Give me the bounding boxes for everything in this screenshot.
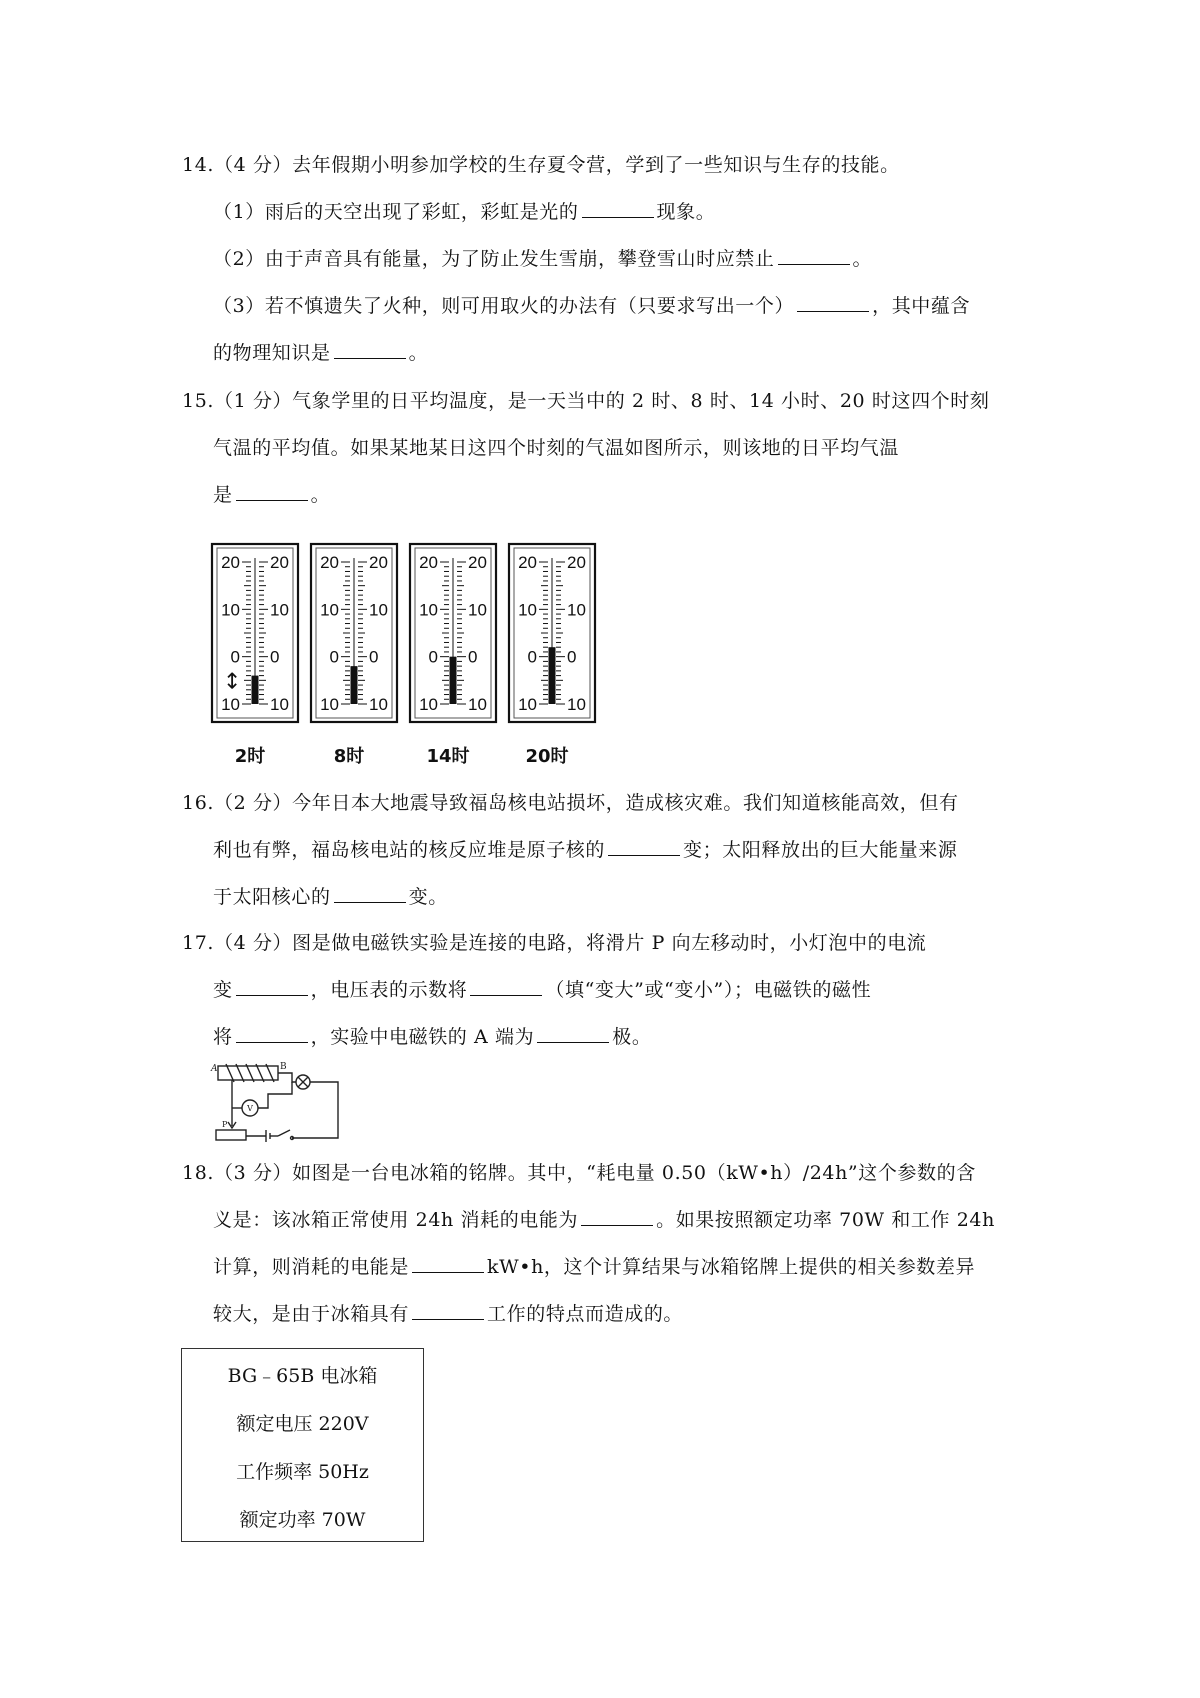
scale-label-left: 10 [221, 695, 240, 714]
question-17-line-2 [182, 967, 1032, 1014]
text: 现象。 [656, 201, 716, 223]
question-17-line-1: 17.（4 分）图是做电磁铁实验是连接的电路，将滑片 P 向左移动时，小灯泡中的电流 [182, 932, 927, 954]
question-14-part-1 [182, 189, 1032, 236]
thermometers-figure [210, 536, 630, 766]
answer-blank[interactable] [797, 293, 869, 312]
text: ，其中蕴含 [872, 295, 971, 317]
nameplate-model: BG﹣65B 电冰箱 [227, 1365, 378, 1387]
scale-label-right: 20 [567, 553, 586, 572]
text: 。 [852, 248, 873, 270]
text: 变。 [408, 886, 448, 908]
scale-label-right: 10 [270, 695, 289, 714]
text: ，实验中电磁铁的 A 端为 [310, 1026, 535, 1048]
answer-blank[interactable] [581, 1207, 653, 1226]
answer-blank[interactable] [412, 1301, 484, 1320]
scale-label-right: 0 [567, 647, 577, 667]
nameplate-frequency: 工作频率 50Hz [236, 1461, 369, 1483]
thermometer-caption: 2时 [234, 746, 266, 766]
text: kW•h，这个计算结果与冰箱铭牌上提供的相关参数差异 [487, 1256, 976, 1278]
scale-label-left: 10 [518, 695, 537, 714]
question-14-part-2 [182, 236, 1032, 283]
text: 计算，则消耗的电能是 [213, 1256, 410, 1278]
question-16-line-3 [182, 874, 1032, 921]
answer-blank[interactable] [236, 977, 308, 996]
scale-label-right: 20 [369, 553, 388, 572]
scale-label-left: 20 [320, 553, 339, 572]
mercury-column [351, 666, 358, 704]
circuit-diagram [210, 1060, 350, 1145]
question-18-line-1: 18.（3 分）如图是一台电冰箱的铭牌。其中，“耗电量 0.50（kW•h）/24h”这个参数的含 [182, 1162, 976, 1184]
text: 变 [213, 979, 233, 1001]
scale-label-right: 20 [270, 553, 289, 572]
text: ，电压表的示数将 [310, 979, 468, 1001]
scale-label-right: 10 [468, 695, 487, 714]
scale-label-left: 20 [518, 553, 537, 572]
answer-blank[interactable] [334, 884, 406, 903]
scale-label-left: 10 [419, 695, 438, 714]
text: 的物理知识是 [213, 342, 331, 364]
scale-label-left: 10 [419, 600, 438, 620]
text: 极。 [612, 1026, 652, 1048]
scale-label-right: 10 [567, 695, 586, 714]
question-16-line-2 [182, 827, 1032, 874]
switch-symbol [278, 1130, 290, 1136]
text: 义是：该冰箱正常使用 24h 消耗的电能为 [213, 1209, 579, 1231]
scale-label-right: 10 [468, 600, 487, 620]
scale-label-right: 0 [468, 647, 478, 667]
answer-blank[interactable] [236, 482, 308, 501]
text: 是 [213, 484, 233, 506]
answer-blank[interactable] [778, 246, 850, 265]
question-18 [182, 1150, 1032, 1338]
double-arrow-icon: ↕ [223, 669, 242, 695]
scale-label-left: 20 [221, 553, 240, 572]
question-15-line-2: 气温的平均值。如果某地某日这四个时刻的气温如图所示，则该地的日平均气温 [213, 437, 900, 459]
text: 较大，是由于冰箱具有 [213, 1303, 410, 1325]
text: （2）由于声音具有能量，为了防止发生雪崩，攀登雪山时应禁止 [213, 248, 775, 270]
scale-label-right: 20 [468, 553, 487, 572]
scale-label-right: 10 [369, 600, 388, 620]
answer-blank[interactable] [236, 1024, 308, 1043]
question-14-part-3 [182, 283, 1032, 330]
scale-label-left: 0 [527, 647, 537, 667]
mercury-column [252, 676, 259, 704]
thermometer-caption: 14时 [426, 746, 470, 766]
nameplate-voltage: 额定电压 220V [236, 1413, 369, 1435]
scale-label-left: 10 [221, 600, 240, 620]
question-15-line-1: 15.（1 分）气象学里的日平均温度，是一天当中的 2 时、8 时、14 小时、20 时这四个时刻 [182, 390, 990, 412]
nameplate-power: 额定功率 70W [239, 1509, 366, 1531]
answer-blank[interactable] [470, 977, 542, 996]
scale-label-right: 0 [369, 647, 379, 667]
question-16-line-1: 16.（2 分）今年日本大地震导致福岛核电站损坏，造成核灾难。我们知道核能高效，但有 [182, 792, 959, 814]
answer-blank[interactable] [537, 1024, 609, 1043]
question-17-line-3 [182, 1014, 1032, 1061]
text: 变；太阳释放出的巨大能量来源 [683, 839, 958, 861]
question-17 [182, 920, 1032, 1061]
rheostat [216, 1130, 246, 1140]
label-p: P [222, 1120, 228, 1129]
text: 工作的特点而造成的。 [487, 1303, 684, 1325]
text: 利也有弊，福岛核电站的核反应堆是原子核的 [213, 839, 606, 861]
text: 于太阳核心的 [213, 886, 331, 908]
scale-label-left: 20 [419, 553, 438, 572]
scale-label-left: 10 [320, 600, 339, 620]
scale-label-right: 10 [567, 600, 586, 620]
label-a: A [211, 1064, 218, 1074]
question-14 [182, 142, 1032, 377]
scale-label-left: 10 [320, 695, 339, 714]
thermometer-caption: 20时 [525, 746, 569, 766]
text: 。如果按照额定功率 70W 和工作 24h [656, 1209, 995, 1231]
question-18-line-4 [182, 1291, 1032, 1338]
scale-label-right: 0 [270, 647, 280, 667]
mercury-column [450, 657, 457, 704]
scale-label-right: 10 [270, 600, 289, 620]
question-18-line-2 [182, 1197, 1032, 1244]
scale-label-right: 10 [369, 695, 388, 714]
text: 。 [408, 342, 429, 364]
fridge-nameplate [181, 1348, 424, 1542]
scale-label-left: 0 [329, 647, 339, 667]
question-15-line-3 [182, 472, 1032, 519]
label-b: B [280, 1062, 287, 1072]
text: （1）雨后的天空出现了彩虹，彩虹是光的 [213, 201, 579, 223]
question-18-line-3 [182, 1244, 1032, 1291]
scale-label-left: 10 [518, 600, 537, 620]
text: 将 [213, 1026, 233, 1048]
text: 。 [310, 484, 331, 506]
mercury-column [549, 647, 556, 704]
thermometer-caption: 8时 [333, 746, 365, 766]
answer-blank[interactable] [412, 1254, 484, 1273]
answer-blank[interactable] [334, 340, 406, 359]
question-15 [182, 378, 1032, 519]
answer-blank[interactable] [608, 837, 680, 856]
text: （3）若不慎遗失了火种，则可用取火的办法有（只要求写出一个） [213, 295, 795, 317]
scale-label-left: 0 [428, 647, 438, 667]
text: （填“变大”或“变小”）；电磁铁的磁性 [545, 979, 872, 1001]
voltmeter-label: V [247, 1104, 253, 1113]
answer-blank[interactable] [582, 199, 654, 218]
question-14-part-3-cont [182, 330, 1032, 377]
question-14-intro: 14.（4 分）去年假期小明参加学校的生存夏令营，学到了一些知识与生存的技能。 [182, 154, 900, 176]
scale-label-left: 0 [230, 647, 240, 667]
battery-symbol [266, 1130, 270, 1142]
question-16 [182, 780, 1032, 921]
